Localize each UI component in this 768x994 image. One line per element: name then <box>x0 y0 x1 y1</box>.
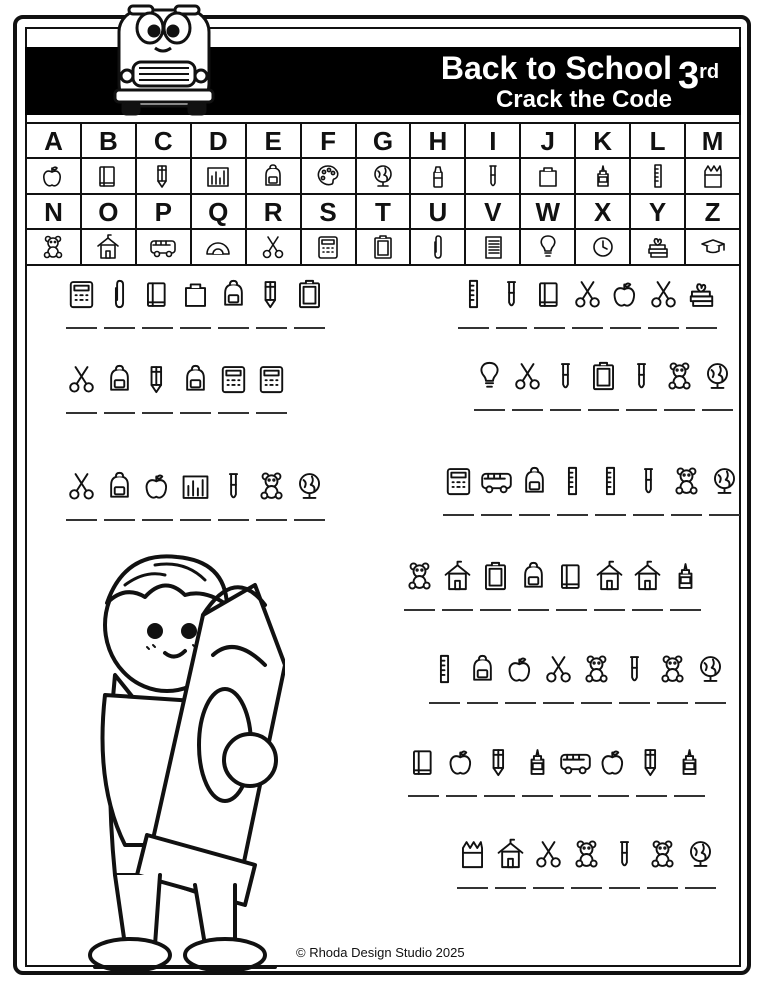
key-letter: D <box>191 123 246 158</box>
school-bus-icon <box>150 234 176 260</box>
answer-blank[interactable] <box>581 702 612 704</box>
puzzle-icons <box>66 275 325 313</box>
answer-blanks <box>443 514 740 516</box>
answer-blanks <box>66 327 325 329</box>
schoolhouse-icon <box>495 835 526 873</box>
answer-blank[interactable] <box>481 514 512 516</box>
code-puzzle <box>458 275 717 329</box>
key-letter: C <box>136 123 191 158</box>
answer-blank[interactable] <box>104 327 135 329</box>
answer-blank[interactable] <box>142 412 173 414</box>
test-tube-icon <box>480 163 506 189</box>
globe-icon <box>294 467 325 505</box>
glue-bottle-icon <box>522 743 553 781</box>
answer-blank[interactable] <box>550 409 581 411</box>
paper-clip-icon <box>425 234 451 260</box>
globe-icon <box>370 163 396 189</box>
answer-blank[interactable] <box>294 327 325 329</box>
answer-blank[interactable] <box>408 795 439 797</box>
answer-blank[interactable] <box>429 702 460 704</box>
answer-blank[interactable] <box>294 519 325 521</box>
worksheet-subtitle: Crack the Code <box>495 86 672 113</box>
answer-blanks <box>404 609 701 611</box>
backpack-icon <box>218 275 249 313</box>
test-tube-icon <box>619 650 650 688</box>
key-letter-row-2 <box>26 194 740 229</box>
answer-blank[interactable] <box>495 887 526 889</box>
answer-blank[interactable] <box>218 519 249 521</box>
clipboard-icon <box>480 557 511 595</box>
clipboard-icon <box>588 357 619 395</box>
folder-icon <box>180 275 211 313</box>
puzzle-icons <box>404 557 701 595</box>
answer-blanks <box>458 327 717 329</box>
key-icon-cell <box>301 158 356 194</box>
crayon-box-icon <box>457 835 488 873</box>
light-bulb-icon <box>474 357 505 395</box>
teddy-bear-icon <box>581 650 612 688</box>
answer-blank[interactable] <box>647 887 678 889</box>
answer-blank[interactable] <box>685 887 716 889</box>
answer-blank[interactable] <box>657 702 688 704</box>
code-key-table <box>25 122 741 266</box>
key-letter: I <box>465 123 520 158</box>
key-letter: X <box>575 194 630 229</box>
key-icon-cell <box>410 158 465 194</box>
answer-blank[interactable] <box>648 327 679 329</box>
answer-blank[interactable] <box>557 514 588 516</box>
puzzle-icons <box>429 650 726 688</box>
key-icon-cell <box>356 158 411 194</box>
grade-number: 3 <box>678 55 700 97</box>
answer-blank[interactable] <box>467 702 498 704</box>
backpack-icon <box>518 557 549 595</box>
ruler-icon <box>458 275 489 313</box>
grade-suffix: rd <box>699 61 720 83</box>
teddy-bear-icon <box>657 650 688 688</box>
test-tube-icon <box>609 835 640 873</box>
key-letter: L <box>630 123 685 158</box>
answer-blank[interactable] <box>104 412 135 414</box>
ruler-icon <box>429 650 460 688</box>
test-tube-icon <box>626 357 657 395</box>
key-icon-cell <box>26 229 81 265</box>
key-letter: M <box>685 123 740 158</box>
answer-blank[interactable] <box>626 409 657 411</box>
code-puzzle <box>66 467 325 521</box>
answer-blanks <box>66 519 325 521</box>
apple-icon <box>610 275 641 313</box>
worksheet-title: Back to School <box>440 50 672 86</box>
answer-blank[interactable] <box>484 795 515 797</box>
apple-icon <box>40 163 66 189</box>
answer-blank[interactable] <box>686 327 717 329</box>
key-icon-cell <box>136 229 191 265</box>
backpack-icon <box>519 462 550 500</box>
answer-blank[interactable] <box>404 609 435 611</box>
key-icon-cell <box>685 229 740 265</box>
puzzle-icons <box>408 743 705 781</box>
answer-blank[interactable] <box>671 514 702 516</box>
code-puzzle <box>457 835 716 889</box>
key-icon-cell <box>685 158 740 194</box>
calculator-icon <box>256 360 287 398</box>
answer-blank[interactable] <box>619 702 650 704</box>
answer-blank[interactable] <box>66 412 97 414</box>
key-icon-cell <box>356 229 411 265</box>
calculator-icon <box>315 234 341 260</box>
answer-blanks <box>66 412 287 414</box>
calculator-icon <box>66 275 97 313</box>
answer-blank[interactable] <box>695 702 726 704</box>
copyright-text: © Rhoda Design Studio 2025 <box>296 945 465 960</box>
key-icon-row-2 <box>26 229 740 265</box>
calculator-icon <box>443 462 474 500</box>
kid-with-pencil-illustration <box>85 545 285 975</box>
answer-blank[interactable] <box>609 887 640 889</box>
code-puzzle <box>474 357 733 411</box>
key-icon-cell <box>246 229 301 265</box>
puzzle-icons <box>443 462 740 500</box>
bar-chart-icon <box>180 467 211 505</box>
puzzle-icons <box>458 275 717 313</box>
answer-blank[interactable] <box>632 609 663 611</box>
globe-icon <box>709 462 740 500</box>
backpack-icon <box>260 163 286 189</box>
key-letter: N <box>26 194 81 229</box>
answer-blank[interactable] <box>543 702 574 704</box>
key-letter: P <box>136 194 191 229</box>
paint-palette-icon <box>315 163 341 189</box>
ruler-icon <box>557 462 588 500</box>
answer-blank[interactable] <box>218 412 249 414</box>
answer-blank[interactable] <box>180 519 211 521</box>
answer-blank[interactable] <box>442 609 473 611</box>
scissors-icon <box>572 275 603 313</box>
scissors-icon <box>512 357 543 395</box>
answer-blank[interactable] <box>180 412 211 414</box>
puzzle-icons <box>66 467 325 505</box>
answer-blank[interactable] <box>556 609 587 611</box>
puzzle-icons <box>474 357 733 395</box>
key-icon-cell <box>136 158 191 194</box>
test-tube-icon <box>496 275 527 313</box>
pencil-icon <box>150 163 176 189</box>
teddy-bear-icon <box>671 462 702 500</box>
key-icon-cell <box>630 229 685 265</box>
answer-blank[interactable] <box>256 412 287 414</box>
key-letter: U <box>410 194 465 229</box>
apple-icon <box>446 743 477 781</box>
key-icon-cell <box>575 158 630 194</box>
answer-blank[interactable] <box>104 519 135 521</box>
teddy-bear-icon <box>40 234 66 260</box>
key-icon-cell <box>520 229 575 265</box>
answer-blank[interactable] <box>474 409 505 411</box>
book-stack-icon <box>686 275 717 313</box>
key-icon-cell <box>301 229 356 265</box>
key-letter: Q <box>191 194 246 229</box>
globe-icon <box>695 650 726 688</box>
key-icon-cell <box>191 158 246 194</box>
key-letter-row-1 <box>26 123 740 158</box>
test-tube-icon <box>218 467 249 505</box>
answer-blanks <box>408 795 705 797</box>
scissors-icon <box>543 650 574 688</box>
answer-blank[interactable] <box>218 327 249 329</box>
code-puzzle <box>66 360 287 414</box>
answer-blank[interactable] <box>256 327 287 329</box>
key-letter: K <box>575 123 630 158</box>
book-icon <box>534 275 565 313</box>
apple-icon <box>142 467 173 505</box>
key-icon-cell <box>410 229 465 265</box>
answer-blank[interactable] <box>518 609 549 611</box>
answer-blanks <box>474 409 733 411</box>
backpack-icon <box>104 360 135 398</box>
light-bulb-icon <box>535 234 561 260</box>
key-icon-cell <box>520 158 575 194</box>
scissors-icon <box>66 467 97 505</box>
answer-blank[interactable] <box>610 327 641 329</box>
key-icon-cell <box>81 229 136 265</box>
scissors-icon <box>260 234 286 260</box>
code-puzzle <box>66 275 325 329</box>
key-icon-cell <box>81 158 136 194</box>
answer-blank[interactable] <box>572 327 603 329</box>
code-puzzle <box>404 557 701 611</box>
key-icon-cell <box>26 158 81 194</box>
answer-blank[interactable] <box>66 327 97 329</box>
answer-blank[interactable] <box>180 327 211 329</box>
puzzle-icons <box>457 835 716 873</box>
answer-blank[interactable] <box>457 887 488 889</box>
answer-blank[interactable] <box>702 409 733 411</box>
book-icon <box>408 743 439 781</box>
key-letter: O <box>81 194 136 229</box>
key-icon-cell <box>575 229 630 265</box>
school-bus-mascot <box>105 2 223 120</box>
answer-blank[interactable] <box>670 609 701 611</box>
key-letter: E <box>246 123 301 158</box>
teddy-bear-icon <box>256 467 287 505</box>
key-icon-row-1 <box>26 158 740 194</box>
key-letter: F <box>301 123 356 158</box>
bar-chart-icon <box>205 163 231 189</box>
pencil-icon <box>142 360 173 398</box>
scissors-icon <box>66 360 97 398</box>
answer-blank[interactable] <box>480 609 511 611</box>
clipboard-icon <box>370 234 396 260</box>
answer-blank[interactable] <box>458 327 489 329</box>
key-letter: J <box>520 123 575 158</box>
apple-icon <box>505 650 536 688</box>
teddy-bear-icon <box>571 835 602 873</box>
notebook-icon <box>480 234 506 260</box>
scissors-icon <box>533 835 564 873</box>
pencil-icon <box>636 743 667 781</box>
calculator-icon <box>218 360 249 398</box>
answer-blank[interactable] <box>512 409 543 411</box>
key-letter: V <box>465 194 520 229</box>
answer-blanks <box>457 887 716 889</box>
test-tube-icon <box>550 357 581 395</box>
backpack-icon <box>180 360 211 398</box>
key-letter: T <box>356 194 411 229</box>
answer-blank[interactable] <box>594 609 625 611</box>
key-letter: S <box>301 194 356 229</box>
key-letter: W <box>520 194 575 229</box>
globe-icon <box>702 357 733 395</box>
answer-blank[interactable] <box>571 887 602 889</box>
crayon-box-icon <box>700 163 726 189</box>
glue-bottle-icon <box>674 743 705 781</box>
book-icon <box>142 275 173 313</box>
answer-blank[interactable] <box>636 795 667 797</box>
answer-blank[interactable] <box>519 514 550 516</box>
key-letter: Y <box>630 194 685 229</box>
answer-blank[interactable] <box>142 519 173 521</box>
glue-stick-icon <box>425 163 451 189</box>
key-letter: Z <box>685 194 740 229</box>
teddy-bear-icon <box>404 557 435 595</box>
teddy-bear-icon <box>664 357 695 395</box>
schoolhouse-icon <box>95 234 121 260</box>
school-bus-icon <box>560 743 591 781</box>
answer-blank[interactable] <box>66 519 97 521</box>
code-puzzle <box>429 650 726 704</box>
globe-icon <box>685 835 716 873</box>
answer-blanks <box>429 702 726 704</box>
key-letter: A <box>26 123 81 158</box>
code-puzzle <box>443 462 740 516</box>
test-tube-icon <box>633 462 664 500</box>
book-icon <box>95 163 121 189</box>
folder-icon <box>535 163 561 189</box>
paper-clip-icon <box>104 275 135 313</box>
answer-blank[interactable] <box>256 519 287 521</box>
schoolhouse-icon <box>442 557 473 595</box>
answer-blank[interactable] <box>142 327 173 329</box>
pencil-icon <box>484 743 515 781</box>
school-bus-icon <box>481 462 512 500</box>
protractor-icon <box>205 234 231 260</box>
answer-blank[interactable] <box>633 514 664 516</box>
backpack-icon <box>467 650 498 688</box>
code-puzzle <box>408 743 705 797</box>
answer-blank[interactable] <box>505 702 536 704</box>
answer-blank[interactable] <box>595 514 626 516</box>
key-icon-cell <box>246 158 301 194</box>
answer-blank[interactable] <box>443 514 474 516</box>
answer-blank[interactable] <box>496 327 527 329</box>
book-stack-icon <box>645 234 671 260</box>
clipboard-icon <box>294 275 325 313</box>
answer-blank[interactable] <box>446 795 477 797</box>
clock-icon <box>590 234 616 260</box>
glue-bottle-icon <box>670 557 701 595</box>
book-icon <box>556 557 587 595</box>
glue-bottle-icon <box>590 163 616 189</box>
scissors-icon <box>648 275 679 313</box>
teddy-bear-icon <box>647 835 678 873</box>
grade-label <box>678 52 719 100</box>
key-letter: H <box>410 123 465 158</box>
puzzle-icons <box>66 360 287 398</box>
pencil-icon <box>256 275 287 313</box>
key-letter: G <box>356 123 411 158</box>
key-letter: R <box>246 194 301 229</box>
apple-icon <box>598 743 629 781</box>
answer-blank[interactable] <box>560 795 591 797</box>
key-icon-cell <box>630 158 685 194</box>
answer-blank[interactable] <box>674 795 705 797</box>
answer-blank[interactable] <box>533 887 564 889</box>
key-icon-cell <box>465 229 520 265</box>
schoolhouse-icon <box>594 557 625 595</box>
answer-blank[interactable] <box>588 409 619 411</box>
key-icon-cell <box>465 158 520 194</box>
answer-blank[interactable] <box>664 409 695 411</box>
key-icon-cell <box>191 229 246 265</box>
ruler-icon <box>595 462 626 500</box>
answer-blank[interactable] <box>598 795 629 797</box>
answer-blank[interactable] <box>522 795 553 797</box>
schoolhouse-icon <box>632 557 663 595</box>
key-letter: B <box>81 123 136 158</box>
answer-blank[interactable] <box>534 327 565 329</box>
backpack-icon <box>104 467 135 505</box>
answer-blank[interactable] <box>709 514 740 516</box>
ruler-icon <box>645 163 671 189</box>
graduation-cap-icon <box>700 234 726 260</box>
